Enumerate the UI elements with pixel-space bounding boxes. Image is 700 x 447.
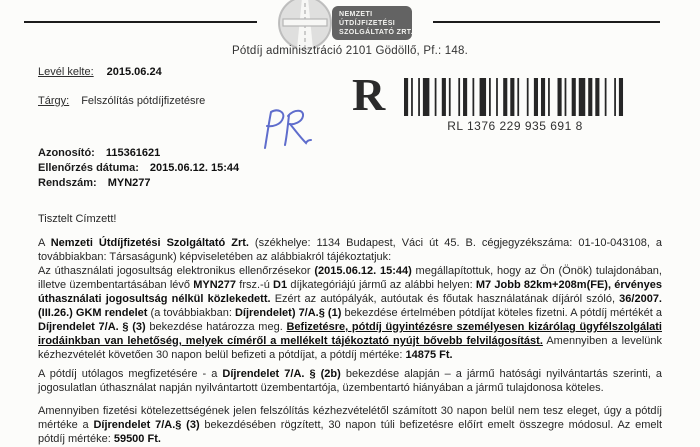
handwritten-initials-icon — [256, 106, 318, 156]
barcode-label: RL 1376 229 935 691 8 — [447, 119, 583, 133]
subject-label: Tárgy: — [38, 95, 70, 107]
paragraph-deadline: Amennyiben fizetési kötelezettségének jelen felszólítás kézhezvételétől számított 30 napon belül nem tesz eleget, úgy a pótdíj mértéke a Díjrendelet 7/A.§ (3) bekezdésében rögzített, 30 napon túli befizetésre előírt emelt összegre módosul. Az emelt pótdíj mértéke: 59500 Ft. — [38, 405, 662, 445]
id-value: 115361621 — [105, 147, 161, 159]
brand-line-2: ÚTDÍJFIZETÉSI — [339, 19, 396, 27]
plate-label: Rendszám: — [38, 177, 97, 189]
brand-line-3: SZOLGÁLTATÓ ZRT. — [339, 28, 414, 36]
letter-date-row — [38, 66, 162, 78]
letter-date-label: Levél kelte: — [38, 66, 94, 78]
salutation: Tisztelt Címzett! — [38, 213, 117, 225]
subject-row — [38, 95, 205, 107]
letterhead-rule-right — [433, 21, 660, 23]
brand-line-1: NEMZETI — [339, 10, 373, 18]
postal-address: Pótdíj adminisztráció 2101 Gödöllő, Pf.: 148. — [232, 45, 468, 57]
paragraph-liability: A pótdíj utólagos megfizetésére - a Díjrendelet 7/A. § (2b) bekezdése alapján – a jármű hatósági nyilvántartás szerinti, a jogosulatlan úthasználat napján nyilvántartott üzembentartója, üzembentartó hiányában a jármű tulajdonosa köteles. — [38, 368, 662, 394]
registered-mail-barcode — [404, 78, 626, 116]
id-row — [38, 146, 239, 161]
check-date-label: Ellenőrzés dátuma: — [38, 162, 139, 174]
paragraph-main: Az úthasználati jogosultság elektronikus ellenőrzésekor (2015.06.12. 15:44) megállapítottuk, hogy az Ön (Önök) tulajdonában, illetve üzembentartásában lévő MYN277 frsz.-ú D1 díjkategóriájú jármű az alábbi helyen: M7 Jobb 82km+208m(FE), érvényes úthasználati jogosultság nélkül közlekedett. Ezért az autópályák, autóutak és főutak használatának díjáról szóló, 36/2007. (III.26.) GKM rendelet (a továbbiakban: Díjrendelet) 7/A.§ (1) bekezdése értelmében pótdíjat köteles fizetni. A pótdíj mértékét a Díjrendelet 7/A. § (3) bekezdése határozza meg. Befizetésre, pótdíj ügyintézésre személyesen kizárólag ügyfélszolgálati irodáinkban van lehetőség, melyek címéről a mellékelt tájékoztató nyújt bővebb felvilágosítást. Amennyiben a levelünk kézhezvételét követően 30 napon belül befizeti a pótdíjat, a pótdíj mértéke: 14875 Ft. — [38, 265, 663, 361]
check-date-row — [38, 161, 239, 176]
identification-block — [38, 146, 239, 191]
id-label: Azonosító: — [38, 147, 95, 159]
letter-date-value: 2015.06.24 — [106, 66, 162, 78]
letterhead-rule-left — [24, 21, 257, 23]
paragraph-intro: A Nemzeti Útdíjfizetési Szolgáltató Zrt. (székhelye: 1134 Budapest, Váci út 45. B. cégjegyzékszáma: 01-10-043108, a továbbiakban: Társaságunk) képviseletében az alábbiakról tájékoztatjuk: — [38, 237, 662, 263]
registered-mail-r-symbol: R — [352, 69, 386, 120]
plate-value: MYN277 — [107, 177, 151, 189]
plate-row — [38, 176, 239, 191]
brand-badge — [332, 6, 412, 40]
check-date-value: 2015.06.12. 15:44 — [149, 162, 240, 174]
subject-value: Felszólítás pótdíjfizetésre — [81, 95, 206, 107]
